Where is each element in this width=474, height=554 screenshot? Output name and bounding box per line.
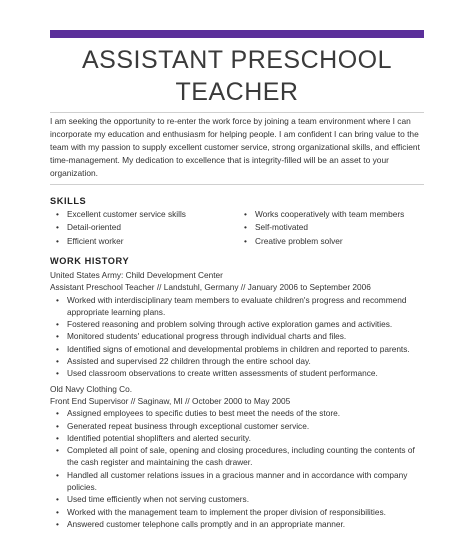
- job-position: Front End Supervisor // Saginaw, MI // October 2000 to May 2005: [50, 395, 291, 406]
- work-history-heading: WORK HISTORY: [50, 256, 130, 266]
- job-duty: • Used time efficiently when not serving customers.: [56, 493, 424, 505]
- job-duty: • Completed all point of sale, opening and closing procedures, including counting the contents of the cash register and maintaining the cash drawer.: [56, 444, 424, 469]
- job-duty: • Identified potential shoplifters and alerted security.: [56, 432, 424, 444]
- job-duty: • Worked with interdisciplinary team members to evaluate children's progress and recommend appropriate learning plans.: [56, 294, 424, 319]
- skills-list-right: [244, 208, 424, 248]
- job-position: Assistant Preschool Teacher // Landstuhl, Germany // January 2006 to September 2006: [50, 282, 371, 293]
- job-duty: • Identified signs of emotional and developmental problems in children and reported to parents.: [56, 343, 424, 355]
- accent-bar: [50, 30, 424, 38]
- skill-item: • Self-motivated: [244, 221, 424, 234]
- skill-item: • Creative problem solver: [244, 235, 424, 248]
- work-history-section: [50, 269, 424, 530]
- job-employer: United States Army: Child Development Center: [50, 270, 223, 280]
- job-duties-list: [50, 294, 424, 380]
- job-duty: • Fostered reasoning and problem solving through active exploration games and activities.: [56, 318, 424, 330]
- job-duty: • Worked with the management team to implement the proper division of responsibilities.: [56, 506, 424, 518]
- skill-item: • Efficient worker: [56, 235, 236, 248]
- skills-heading: SKILLS: [50, 196, 87, 206]
- skill-item: • Excellent customer service skills: [56, 208, 236, 221]
- name-heading-line2: TEACHER: [175, 78, 299, 106]
- job-duty: • Used classroom observations to create written assessments of student performance.: [56, 367, 424, 379]
- skills-list-left: [56, 208, 236, 248]
- job-duties-list: [50, 407, 424, 530]
- job-duty: • Answered customer telephone calls promptly and in an appropriate manner.: [56, 518, 424, 530]
- name-heading-line1: ASSISTANT PRESCHOOL: [81, 46, 393, 74]
- job-duty: • Handled all customer relations issues in a gracious manner and in accordance with company policies.: [56, 469, 424, 494]
- job-employer: Old Navy Clothing Co.: [50, 383, 133, 394]
- job-duty: • Monitored students' educational progress through individual charts and files.: [56, 330, 424, 342]
- job-duty: • Assigned employees to specific duties to best meet the needs of the store.: [56, 407, 424, 419]
- skill-item: • Detail-oriented: [56, 221, 236, 234]
- summary-paragraph: I am seeking the opportunity to re-enter the work force by joining a team environment where I can incorporate my education and enthusiasm for helping people. I am confident I can bring value to the team with my passion to supply excellent customer service, strong organizational skills, and efficient time-management. My dedication to excellence that is integrity-filled will be an asset to your organization.: [50, 112, 424, 185]
- job-duty: • Assisted and supervised 22 children through the entire school day.: [56, 355, 424, 367]
- job-duty: • Generated repeat business through exceptional customer service.: [56, 420, 424, 432]
- skill-item: • Works cooperatively with team members: [244, 208, 424, 221]
